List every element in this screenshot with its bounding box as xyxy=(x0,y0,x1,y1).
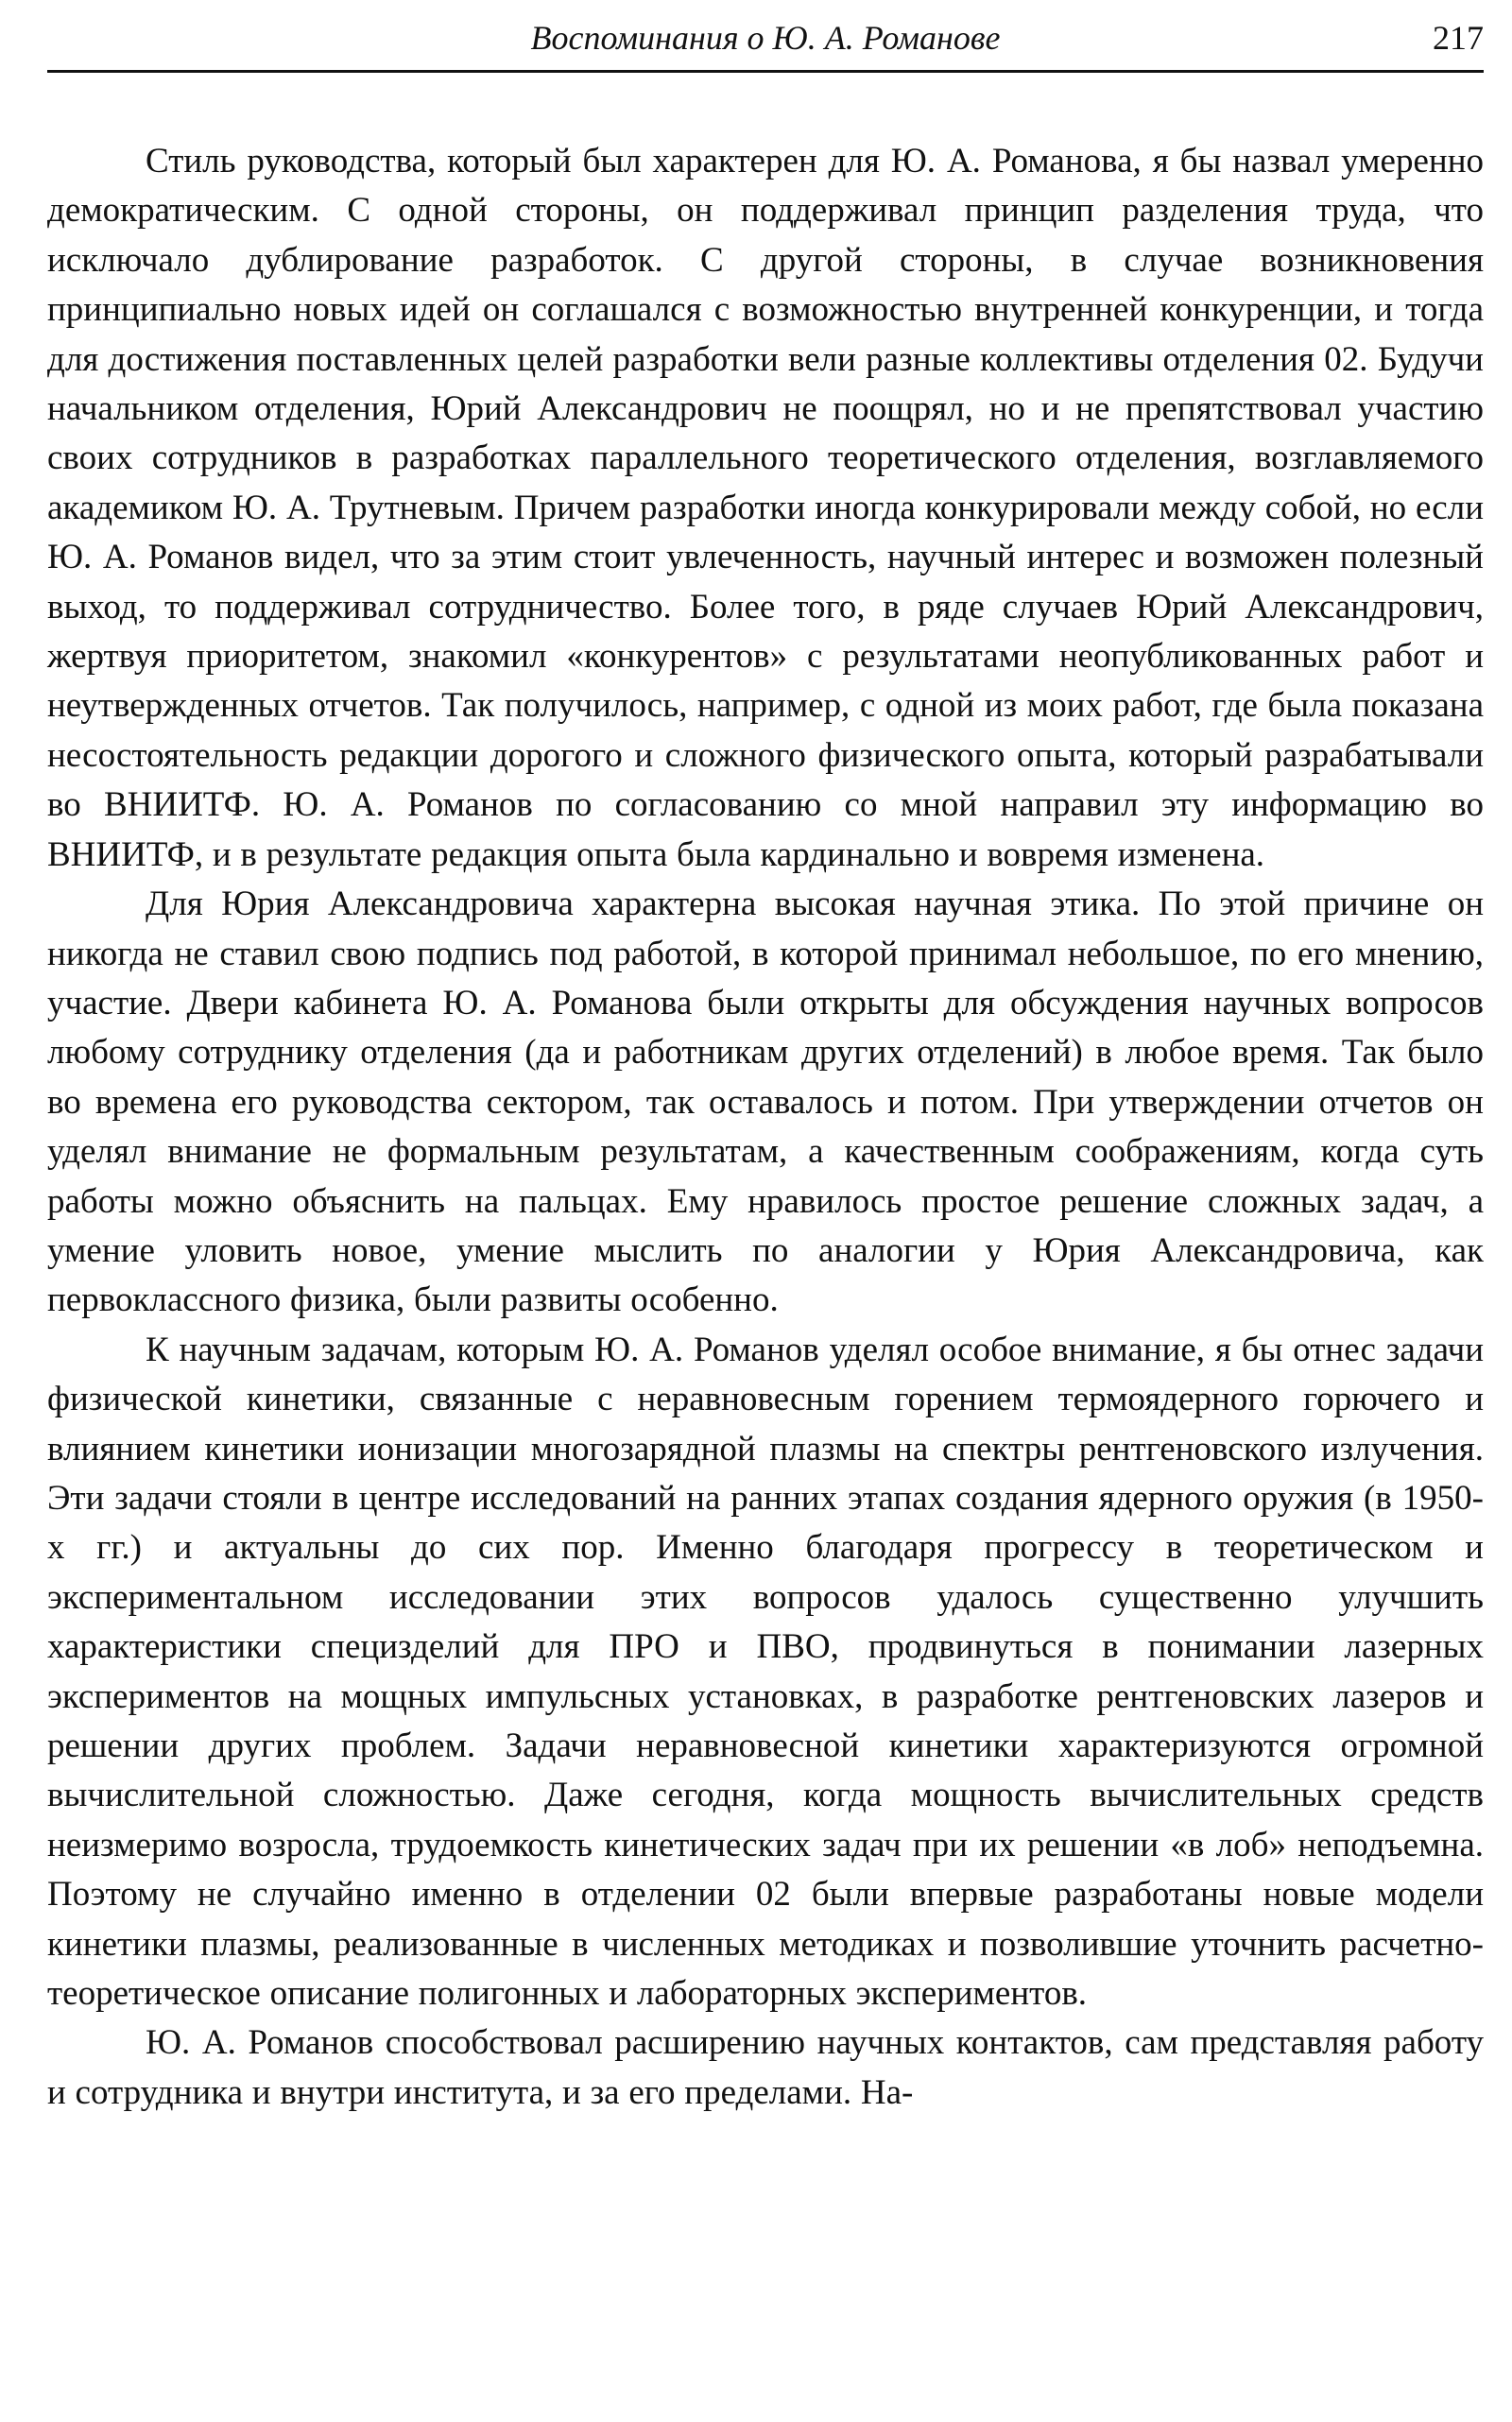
running-title: Воспоминания о Ю. А. Романове xyxy=(530,19,1001,57)
body-text xyxy=(47,137,1484,2118)
paragraph-physical-kinetics: К научным задачам, которым Ю. А. Романов уделял особое внимание, я бы отнес задачи физической кинетики, связанные с неравновесным горением термоядерного горючего и влиянием кинетики ионизации многозарядной плазмы на спектры рентгеновского излучения. Эти задачи стояли в центре исследований на ранних этапах создания ядерного оружия (в 1950-х гг.) и актуальны до сих пор. Именно благодаря прогрессу в теоретическом и экспериментальном исследовании этих вопросов удалось существенно улучшить характеристики специзделий для ПРО и ПВО, продвинуться в понимании лазерных экспериментов на мощных импульсных установках, в разработке рентгеновских лазеров и решении других проблем. Задачи неравновесной кинетики характеризуются огромной вычислительной сложностью. Даже сегодня, когда мощность вычислительных средств неизмеримо возросла, трудоемкость кинетических задач при их решении «в лоб» неподъемна. Поэтому не случайно именно в отделении 02 были впервые разработаны новые модели кинетики плазмы, реализованные в численных методиках и позволившие уточнить расчетно-теоретическое описание полигонных и лабораторных экспериментов. xyxy=(47,1330,1484,2014)
book-page xyxy=(47,0,1484,2422)
paragraph-scientific-contacts: Ю. А. Романов способствовал расширению научных контактов, сам представляя работу и сотрудника и внутри института, и за его пределами. На- xyxy=(47,2023,1484,2112)
running-head xyxy=(47,0,1484,73)
paragraph-scientific-ethics: Для Юрия Александровича характерна высокая научная этика. По этой причине он никогда не ставил свою подпись под работой, в которой принимал небольшое, по его мнению, участие. Двери кабинета Ю. А. Романова были открыты для обсуждения научных вопросов любому сотруднику отделения (да и работникам других отделений) в любое время. Так было во времена его руководства сектором, так оставалось и потом. При утверждении отчетов он уделял внимание не формальным результатам, а качественным соображениям, когда суть работы можно объяснить на пальцах. Ему нравилось простое решение сложных задач, а умение уловить новое, умение мыслить по аналогии у Юрия Александровича, как первоклассного физика, были развиты особенно. xyxy=(47,885,1484,1320)
paragraph-leadership-style: Стиль руководства, который был характерен для Ю. А. Романова, я бы назвал умеренно демократическим. С одной стороны, он поддерживал принцип разделения труда, что исключало дублирование разработок. С другой стороны, в случае возникновения принципиально новых идей он соглашался с возможностью внутренней конкуренции, и тогда для достижения поставленных целей разработки вели разные коллективы отделения 02. Будучи начальником отделения, Юрий Александрович не поощрял, но и не препятствовал участию своих сотрудников в разработках параллельного теоретического отделения, возглавляемого академиком Ю. А. Трутневым. Причем разработки иногда конкурировали между собой, но если Ю. А. Романов видел, что за этим стоит увлеченность, научный интерес и возможен полезный выход, то поддерживал сотрудничество. Более того, в ряде случаев Юрий Александрович, жертвуя приоритетом, знакомил «конкурентов» с результатами неопубликованных работ и неутвержденных отчетов. Так получилось, например, с одной из моих работ, где была показана несостоятельность редакции дорогого и сложного физического опыта, который разрабатывали во ВНИИТФ. Ю. А. Романов по согласованию со мной направил эту информацию во ВНИИТФ, и в результате редакция опыта была кардинально и вовремя изменена. xyxy=(47,142,1484,874)
page-number: 217 xyxy=(1433,19,1484,57)
